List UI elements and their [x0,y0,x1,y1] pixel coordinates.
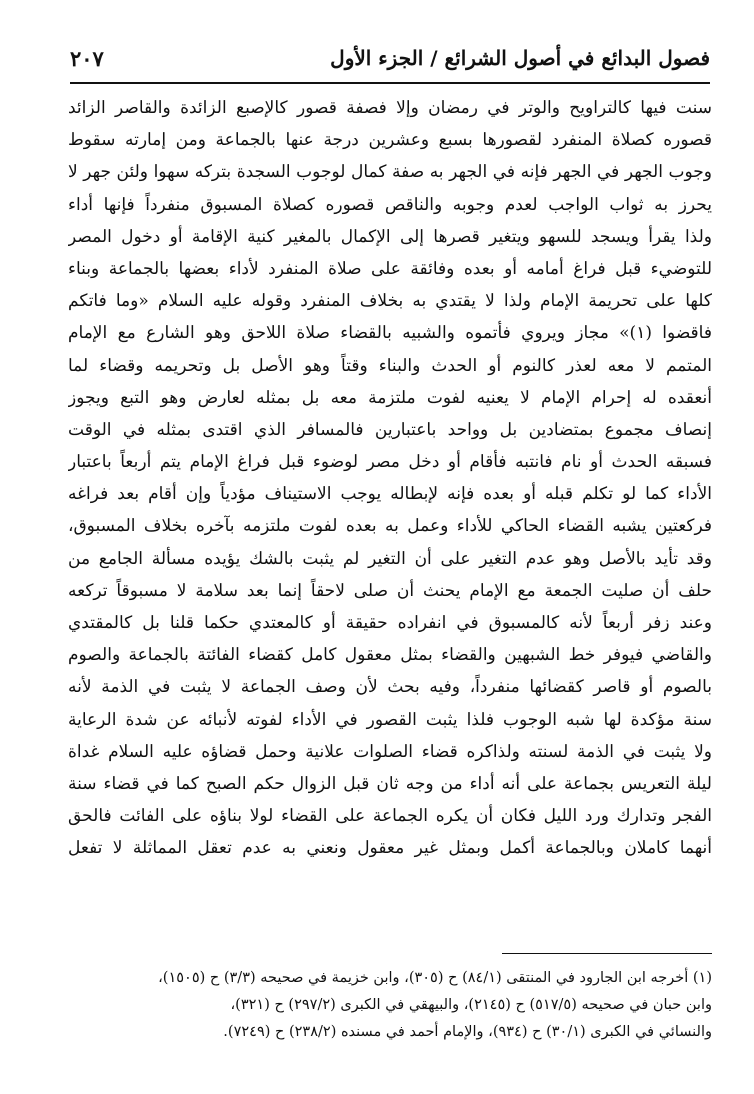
text-line: قصوره كصلاة المنفرد لقصورها بسبع وعشرين درجة عنها بالجماعة ومن إمارته سقوط [68,130,712,151]
text-line: يحرز به ثواب الواجب لعدم وجوبه والناقص قصوره كصلاة المسبوق منفرداً فإنها أداء [68,194,712,215]
text-line: سنة مؤكدة لها شبه الوجوب فلذا يثبت القصور في الأداء لفوته لأنبائه عن شدة الرعاية [68,709,712,730]
text-line: فركعتين يشبه القضاء الحاكي للأداء وعمل به بعده لفوت ملتزمه بآخره بخلاف المسبوق، [68,516,712,537]
text-line: كلها على تحريمة الإمام ولذا لا يقتدي به بخلاف المنفرد وقوله عليه السلام «وما فاتكم [68,291,712,312]
text-line: فسبقه الحدث أو نام فانتبه فأقام أو دخل مصر لوضوء قبل فراغ الإمام يتم أربعاً باعتبار [68,452,712,473]
text-line: حلف أن صليت الجمعة مع الإمام يحنث أن صلى لاحقاً إنما بعد سلامة لا مسبوقاً تركعه [68,580,712,601]
text-line: أنعقده له إحرام الإمام لا يعنيه لفوت ملتزمة معه بل بمثله لعارض وهو التبع ويجوز [68,387,712,408]
page-header [70,40,710,80]
text-line: المتمم لا معه لعذر كالنوم أو الحدث والبناء وقتاً وهو الأصل بل وتحريمه وقضاء لما [68,355,712,376]
body-text [68,92,712,865]
footnote-divider [502,953,712,954]
text-line: وجوب الجهر في الجهر فإنه في الجهر به صفة كمال لوجوب السجدة بتركه سهوا ولئن جهر لا [68,162,712,183]
page-number: ٢٠٧ [70,46,104,71]
text-line: والقاضي فيوفر خط الشبهين والقضاء بمثل معقول كامل كقضاء الفائتة بالجماعة والصوم [68,645,712,666]
footnotes [68,965,712,1046]
text-line: وقد تأيد بالأصل وهو عدم التغير على أن التغير لم يثبت بالشك يؤيده مسألة الجامع من [68,548,712,569]
text-line: فاقضوا (١)» مجاز ويروي فأتموه والشبيه بالقضاء صلاة اللاحق وهو الشارع مع الإمام [68,323,712,344]
footnote-line: والنسائي في الكبرى (٣٠/١) ح (٩٣٤)، والإمام أحمد في مسنده (٢٣٨/٢) ح (٧٢٤٩). [223,1024,712,1040]
header-divider [70,82,710,84]
text-line: بالصوم أو قاصر كقضائها منفرداً، وفيه بحث لأن وصف الجماعة لا يثبت في الذمة لأنه [68,677,712,698]
text-line: أنهما كاملان وبالجماعة أكمل وبمثل غير معقول ونعني به عدم تعقل المماثلة لا تفعل [68,838,712,859]
text-line: وعند زفر أربعاً لأنه كالمسبوق في انفراده حقيقة أو كالمعتدي حكما قلنا بل كالمقتدي [68,613,712,633]
text-line: الفجر وتدارك ورد الليل فكان أن يكره الجماعة على القضاء لولا بناؤه على الفائت فالحق [68,806,712,827]
text-line: للتوضيء قبل فراغ أمامه أو بعده وفائقة على صلاة المنفرد لأداء بعضها بالجماعة وبناء [68,258,712,279]
text-line: إنصاف مجموع بمتضادين بل وواحد باعتبارين فالمسافر الذي اقتدى بمثله في الوقت [68,419,712,440]
running-title: فصول البدائع في أصول الشرائع / الجزء الأول [330,46,710,70]
text-line: الأداء كما لو تكلم قبله أو بعده فإنه لإبطاله يوجب الاستيناف مؤدياً وإن أقام بعد فراغه [68,484,712,505]
text-line: ولذا يقرأ ويسجد للسهو ويتغير قصرها إلى الإكمال بالمغير كنية الإقامة أو دخول المصر [68,226,712,247]
footnote-line: (١) أخرجه ابن الجارود في المنتقى (٨٤/١) ح (٣٠٥)، وابن خزيمة في صحيحه (٣/٣) ح (١٥٠٥)، [158,970,712,986]
footnote-line: وابن حبان في صحيحه (٥١٧/٥) ح (٢١٤٥)، والبيهقي في الكبرى (٢٩٧/٢) ح (٣٢١)، [230,997,712,1013]
text-line: سنت فيها كالتراويح والوتر في رمضان وإلا فصفة قصور كالإصبع الزائدة والقاصر الزائد [68,98,712,118]
text-line: ليلة التعريس بجماعة على أنه أداء من وجه ثان قبل الزوال حكم الصبح كما في قضاء سنة [68,773,712,794]
text-line: ولا يثبت في الذمة لسنته ولذاكره قضاء الصلوات علانية وحمل قضاؤه عليه السلام غداة [68,741,712,762]
